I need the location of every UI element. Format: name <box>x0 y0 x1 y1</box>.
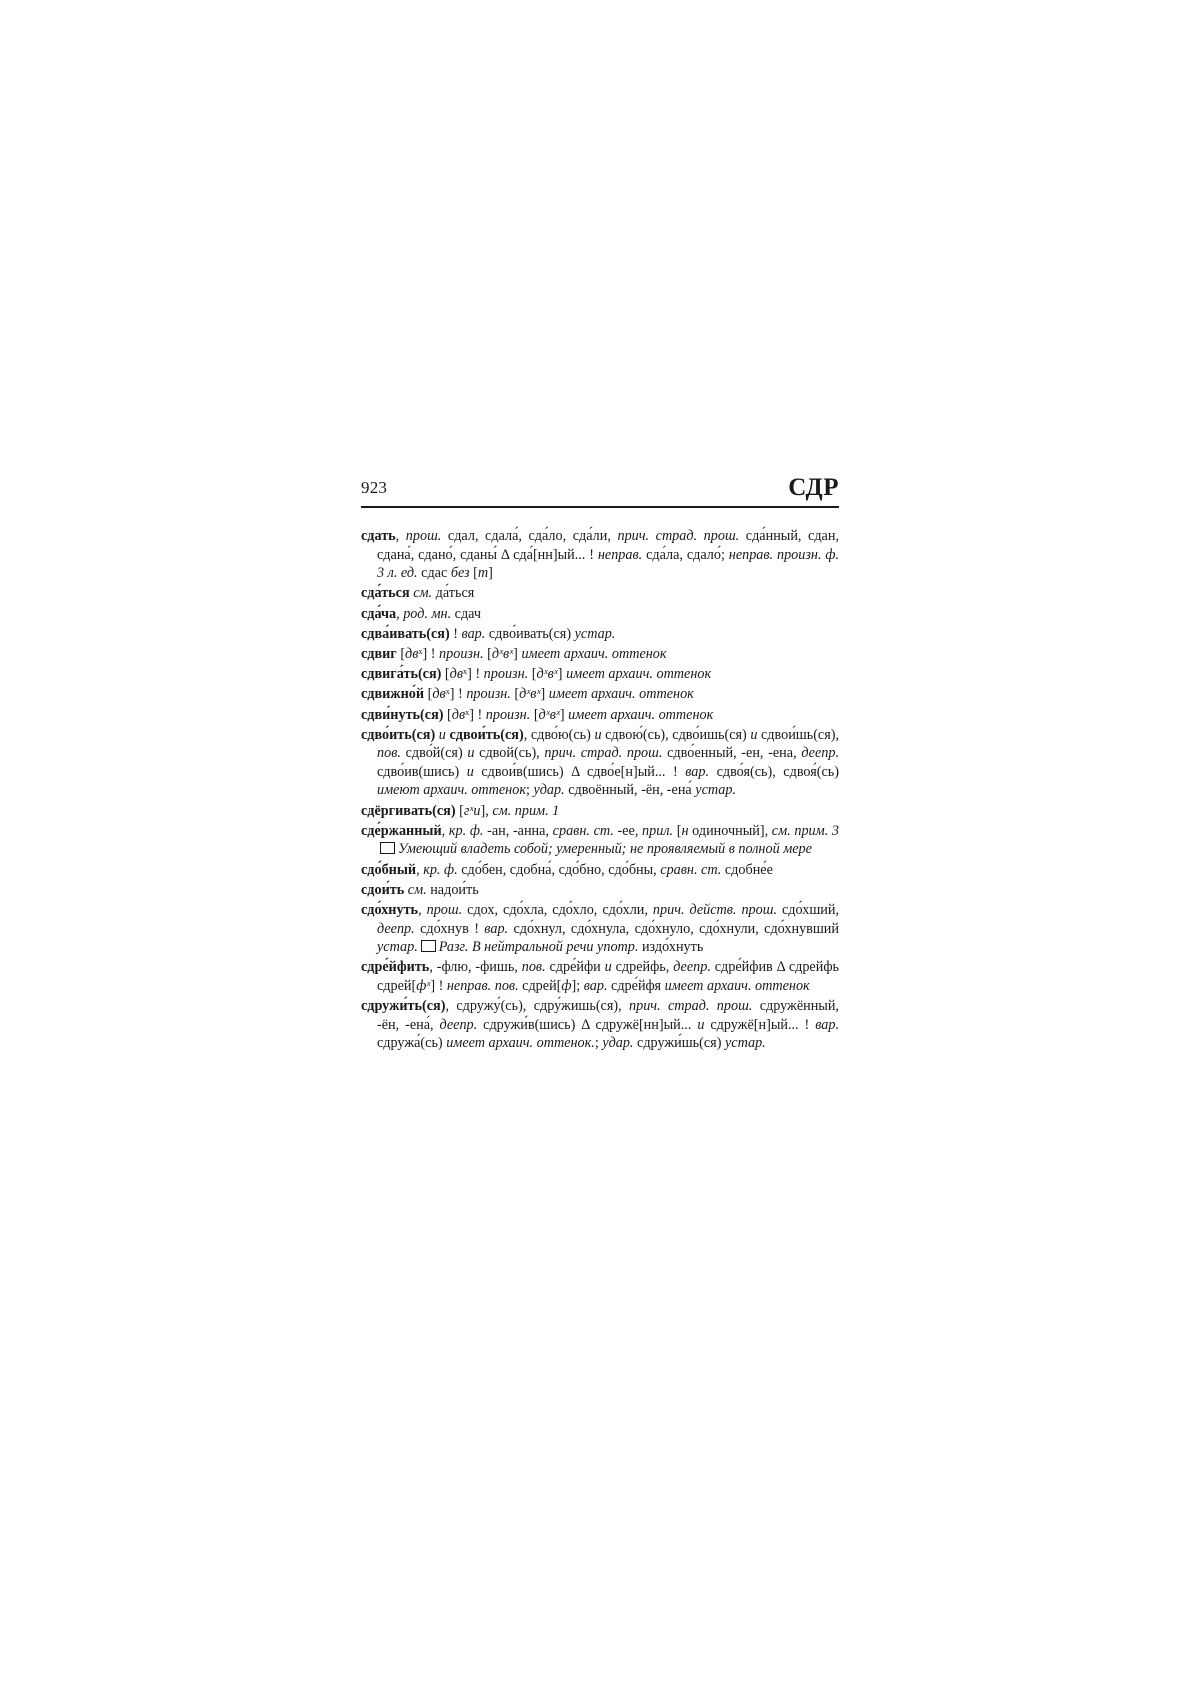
entry-text: сдал, сдала́, сда́ло, сда́ли, <box>441 528 618 544</box>
dictionary-entry <box>361 822 839 859</box>
grammar-label: и <box>467 745 475 762</box>
entry-text: сдружённый, -ён, -ена́, <box>377 998 839 1033</box>
grammar-label: произн. <box>483 666 529 683</box>
entry-text: сдво́ивать(ся) <box>485 625 575 642</box>
page-number: 923 <box>361 478 388 497</box>
headword: сде́ржанный <box>361 822 442 839</box>
entry-text: ] <box>513 645 522 662</box>
headword: сдо́бный <box>361 861 417 878</box>
entry-text: ˣ] ! <box>418 645 440 662</box>
grammar-label: вар. <box>484 920 509 937</box>
dictionary-entry <box>361 625 839 644</box>
grammar-label: и <box>594 726 602 743</box>
entry-text: надои́ть <box>426 881 479 898</box>
entry-text: [ <box>469 565 478 582</box>
entry-text: сдо́бен, сдобна́, сдо́бно, сдо́бны, <box>457 861 661 878</box>
entry-text: сдач <box>451 605 482 622</box>
dictionary-entry <box>361 584 839 603</box>
headword: сдёргивать(ся) <box>361 802 456 819</box>
headword: сда́ча <box>361 605 397 622</box>
entry-text: [ <box>424 686 433 703</box>
grammar-label: прич. страд. прош. <box>629 998 753 1015</box>
entry-text: сдобне́е <box>721 861 773 878</box>
grammar-label: дˣвˣ <box>536 666 558 683</box>
headword: сдружи́ть(ся) <box>361 998 446 1015</box>
entry-text: ] <box>557 666 567 683</box>
entry-text: -ее, <box>613 822 643 839</box>
grammar-label: и <box>604 959 612 976</box>
grammar-label: дˣвˣ <box>538 706 560 723</box>
grammar-label: деепр. <box>801 745 839 762</box>
entry-text: [ <box>528 666 537 683</box>
dictionary-entry <box>361 861 839 880</box>
entry-text: сдре́йфя <box>607 977 665 994</box>
entry-text: сдво́ив(шись) <box>377 763 467 780</box>
entry-text: ˣ] ! <box>463 666 484 683</box>
dictionary-entry <box>361 645 839 664</box>
entry-text: ]; <box>571 977 584 994</box>
grammar-label: произн. <box>466 686 511 703</box>
entry-text: сдох, сдо́хла, сдо́хло, сдо́хли, <box>462 902 653 918</box>
entry-text: ] ! <box>430 977 447 994</box>
headword: сдои́ть <box>361 881 405 898</box>
entry-text: сдо́хнул, сдо́хнула, сдо́хнуло, сдо́хнули, сдо́хнувший <box>508 920 839 937</box>
grammar-label: вар. <box>461 625 486 642</box>
entry-text: сдво́й(ся) <box>400 745 468 762</box>
entry-text: сдво́енный, -ен, -ена, <box>662 745 802 762</box>
dictionary-entry <box>361 605 839 624</box>
grammar-label: неправ. произн. ф. 3 л. ед. <box>377 546 839 582</box>
entry-text: сдво́я(сь), сдвоя́(сь) <box>709 763 839 780</box>
grammar-label: Умеющий владеть собой; умеренный; не проявляемый в полной мере <box>398 841 812 858</box>
dictionary-entry <box>361 685 839 704</box>
headword: сдвои́ть(ся) <box>449 726 524 743</box>
entry-text: ], <box>480 802 493 819</box>
grammar-label: см. прим. 1 <box>492 802 560 819</box>
entry-text: ; <box>525 782 534 799</box>
running-head: СДР <box>788 474 839 501</box>
headword: сдво́ить(ся) <box>361 726 436 743</box>
grammar-label: н <box>681 822 689 839</box>
grammar-label: неправ. пов. <box>446 977 519 994</box>
grammar-label: имеет архаич. оттенок <box>568 706 714 723</box>
grammar-label: прил. <box>642 822 674 839</box>
entry-text: [ <box>673 822 682 839</box>
headword: сдвижно́й <box>361 686 425 703</box>
entry-text: сдружи́в(шись) Δ сдружё[нн]ый... <box>477 1016 698 1033</box>
grammar-label: Разг. В нейтральной речи употр. <box>438 939 639 956</box>
entry-text: ˣ] ! <box>465 706 486 723</box>
dictionary-entry <box>361 958 839 995</box>
definition-box-icon <box>421 940 436 952</box>
grammar-label: род. мн. <box>403 605 452 622</box>
grammar-label: устар. <box>695 782 737 799</box>
header-rule <box>361 506 839 508</box>
grammar-label: прич. страд. прош. <box>617 528 740 544</box>
entry-text: , <box>395 528 406 544</box>
grammar-label: устар. <box>377 939 418 956</box>
grammar-label: сравн. ст. <box>552 822 614 839</box>
grammar-label: деепр. <box>673 959 711 976</box>
grammar-label: т <box>477 565 489 582</box>
entry-text: сдрейфь, <box>611 959 674 976</box>
grammar-label: деепр. <box>377 920 415 937</box>
headword: сдре́йфить <box>361 959 430 976</box>
entry-text: , сдружу́(сь), сдру́жишь(ся), <box>445 998 630 1015</box>
grammar-label: имеет архаич. оттенок <box>521 645 667 662</box>
entry-text: сдре́йфив Δ сдрейфь сдрей[ <box>377 959 839 994</box>
grammar-label: имеет архаич. оттенок. <box>446 1035 595 1052</box>
grammar-label: прош. <box>426 902 463 918</box>
headword: сдать <box>361 528 396 544</box>
entry-text: сдо́хший, <box>777 902 840 918</box>
headword: сдви́нуть(ся) <box>361 706 444 723</box>
entry-text: сдвою́(сь), сдво́ишь(ся) <box>601 726 751 743</box>
grammar-label: и <box>466 763 474 780</box>
entry-text: сдре́йфи <box>545 959 605 976</box>
entry-text: да́ться <box>432 585 475 602</box>
grammar-label: имеет архаич. оттенок <box>566 666 712 683</box>
grammar-label: см. прим. 3 <box>771 822 840 839</box>
headword: сдвига́ть(ся) <box>361 666 442 683</box>
headword: сдва́ивать(ся) <box>361 625 450 642</box>
entry-text: , <box>396 605 404 622</box>
entry-text: [ <box>443 706 452 723</box>
grammar-label: без <box>450 565 470 582</box>
grammar-label: дв <box>405 645 419 662</box>
grammar-label: дв <box>451 706 466 723</box>
entry-text: сдрей[ <box>518 977 562 994</box>
grammar-label: прич. страд. прош. <box>544 745 663 762</box>
entry-text: ] <box>488 565 493 582</box>
grammar-label: дв <box>432 686 446 703</box>
dictionary-entry <box>361 901 839 957</box>
entry-text: ˣ] ! <box>445 686 467 703</box>
entry-text: сдвоённый, -ён, -ена́ <box>564 782 696 799</box>
entry-text: [ <box>441 666 450 683</box>
grammar-label: дв <box>449 666 463 683</box>
grammar-label: прош. <box>405 528 442 544</box>
grammar-label: фˣ <box>416 977 431 994</box>
entry-text: , -флю, -фишь, <box>429 959 522 976</box>
grammar-label: см. <box>413 585 433 602</box>
grammar-label: вар. <box>685 763 710 780</box>
dictionary-page <box>361 474 840 1052</box>
entry-text: [ <box>455 802 464 819</box>
grammar-label: дˣвˣ <box>519 686 541 703</box>
entry-text: сда́нный, сдан, сдана́, сдано́, сданы́ Δ сда́[нн]ый... ! <box>377 528 839 563</box>
entry-text: одиночный], <box>688 822 772 839</box>
entry-list <box>361 527 839 1055</box>
grammar-label: неправ. <box>597 546 643 563</box>
headword: сдо́хнуть <box>361 902 419 918</box>
entry-text: сдас <box>417 565 451 582</box>
grammar-label: пов. <box>377 745 401 762</box>
entry-text: сдружи́шь(ся) <box>633 1035 725 1052</box>
dictionary-entry <box>361 665 839 684</box>
grammar-label: удар. <box>602 1035 634 1052</box>
grammar-label: вар. <box>583 977 608 994</box>
page-header <box>361 474 839 508</box>
grammar-label: пов. <box>521 959 546 976</box>
grammar-label: и <box>697 1016 705 1033</box>
grammar-label: деепр. <box>439 1016 478 1033</box>
grammar-label: имеет архаич. оттенок <box>664 977 810 994</box>
grammar-label: кр. ф. <box>423 861 458 878</box>
entry-text: ; <box>594 1035 603 1052</box>
dictionary-entry <box>361 726 839 800</box>
grammar-label: сравн. ст. <box>660 861 722 878</box>
entry-text: [ <box>530 706 539 723</box>
grammar-label: удар. <box>533 782 565 799</box>
grammar-label: ф <box>561 977 572 994</box>
entry-text: ! <box>449 625 462 642</box>
entry-text: , <box>418 902 427 918</box>
dictionary-entry <box>361 997 839 1053</box>
dictionary-entry <box>361 802 839 821</box>
grammar-label: произн. <box>439 645 484 662</box>
entry-text: ] <box>559 706 569 723</box>
grammar-label: вар. <box>815 1016 839 1033</box>
grammar-label: имеют архаич. оттенок <box>377 782 526 799</box>
grammar-label: произн. <box>485 706 531 723</box>
entry-text: издо́хнуть <box>638 939 704 956</box>
grammar-label: гˣи <box>463 802 481 819</box>
grammar-label: кр. ф. <box>448 822 484 839</box>
entry-text: ] <box>540 686 549 703</box>
grammar-label: дˣвˣ <box>491 645 514 662</box>
entry-text: сдвой(сь), <box>474 745 545 762</box>
grammar-label: и <box>750 726 758 743</box>
grammar-label: имеет архаич. оттенок <box>548 686 694 703</box>
entry-text: сдружё[н]ый... ! <box>704 1016 816 1033</box>
entry-text: сдвои́шь(ся), <box>757 726 840 743</box>
entry-text: [ <box>483 645 492 662</box>
definition-box-icon <box>380 842 395 854</box>
headword: сда́ться <box>361 585 410 602</box>
entry-text: сдружа́(сь) <box>377 1035 447 1052</box>
headword: сдвиг <box>361 645 397 662</box>
entry-text: [ <box>510 686 520 703</box>
entry-text: [ <box>396 645 406 662</box>
grammar-label: устар. <box>574 625 616 642</box>
entry-text: сдо́хнув ! <box>414 920 485 937</box>
grammar-label: и <box>438 726 446 743</box>
entry-text: , <box>441 822 449 839</box>
dictionary-entry <box>361 527 839 583</box>
entry-text: сда́ла, сдало́; <box>642 546 729 563</box>
dictionary-entry <box>361 881 839 900</box>
grammar-label: устар. <box>724 1035 766 1052</box>
grammar-label: см. <box>407 881 427 898</box>
entry-text: , <box>416 861 424 878</box>
dictionary-entry <box>361 706 839 725</box>
entry-text: -ан, -анна, <box>483 822 553 839</box>
grammar-label: прич. действ. прош. <box>652 902 778 918</box>
entry-text: , сдво́ю(сь) <box>523 726 595 743</box>
entry-text: сдвои́в(шись) Δ сдво́е[н]ый... ! <box>473 763 686 780</box>
